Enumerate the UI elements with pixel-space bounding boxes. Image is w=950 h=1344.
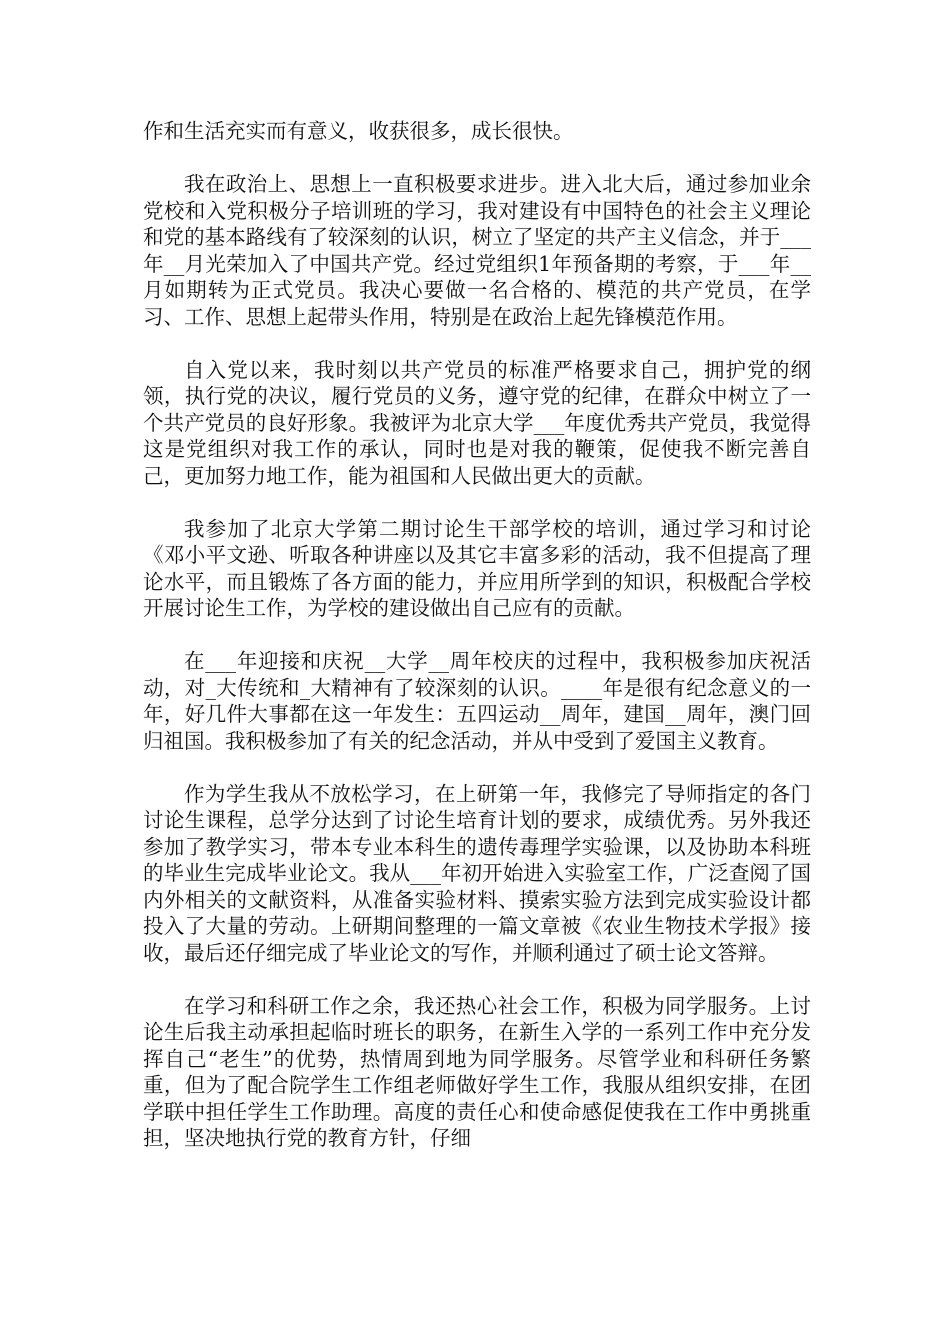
paragraph-6: 作为学生我从不放松学习，在上研第一年，我修完了导师指定的各门讨论生课程，总学分达到了讨论生培育计划的要求，成绩优秀。另外我还参加了教学实习，带本专业本科生的遗传毒理学实验课，以及协助本科班的毕业生完成毕业论文。我从___年初开始进入实验室工作，广泛查阅了国内外相关的文献资料，从准备实验材料、摸索实验方法到完成实验设计都投入了大量的劳动。上研期间整理的一篇文章被《农业生物技术学报》接收，最后还仔细完成了毕业论文的写作，并顺利通过了硕士论文答辩。 <box>143 781 811 965</box>
document-page <box>143 118 811 1178</box>
paragraph-7: 在学习和科研工作之余，我还热心社会工作，积极为同学服务。上讨论生后我主动承担起临时班长的职务，在新生入学的一系列工作中充分发挥自己“老生”的优势，热情周到地为同学服务。尽管学业和科研任务繁重，但为了配合院学生工作组老师做好学生工作，我服从组织安排，在团学联中担任学生工作助理。高度的责任心和使命感促使我在工作中勇挑重担，坚决地执行党的教育方针，仔细 <box>143 993 811 1150</box>
paragraph-1: 作和生活充实而有意义，收获很多，成长很快。 <box>143 119 574 143</box>
paragraph-2: 我在政治上、思想上一直积极要求进步。进入北大后，通过参加业余党校和入党积极分子培训班的学习，我对建设有中国特色的社会主义理论和党的基本路线有了较深刻的认识，树立了坚定的共产主义信念，并于___年__月光荣加入了中国共产党。经过党组织1年预备期的考察，于___年__月如期转为正式党员。我决心要做一名合格的、模范的共产党员，在学习、工作、思想上起带头作用，特别是在政治上起先锋模范作用。 <box>143 172 811 329</box>
paragraph-4: 我参加了北京大学第二期讨论生干部学校的培训，通过学习和讨论《邓小平文逊、听取各种讲座以及其它丰富多彩的活动，我不但提高了理论水平，而且锻炼了各方面的能力，并应用所学到的知识，积极配合学校开展讨论生工作，为学校的建设做出自己应有的贡献。 <box>143 516 811 620</box>
paragraph-3: 自入党以来，我时刻以共产党员的标准严格要求自己，拥护党的纲领，执行党的决议，履行党员的义务，遵守党的纪律，在群众中树立了一个共产党员的良好形象。我被评为北京大学___年度优秀共产党员，我觉得这是党组织对我工作的承认，同时也是对我的鞭策，促使我不断完善自己，更加努力地工作，能为祖国和人民做出更大的贡献。 <box>143 357 811 488</box>
paragraph-5: 在___年迎接和庆祝__大学__周年校庆的过程中，我积极参加庆祝活动，对_大传统和_大精神有了较深刻的认识。____年是很有纪念意义的一年，好几件大事都在这一年发生：五四运动__周年，建国__周年，澳门回归祖国。我积极参加了有关的纪念活动，并从中受到了爱国主义教育。 <box>143 649 811 753</box>
